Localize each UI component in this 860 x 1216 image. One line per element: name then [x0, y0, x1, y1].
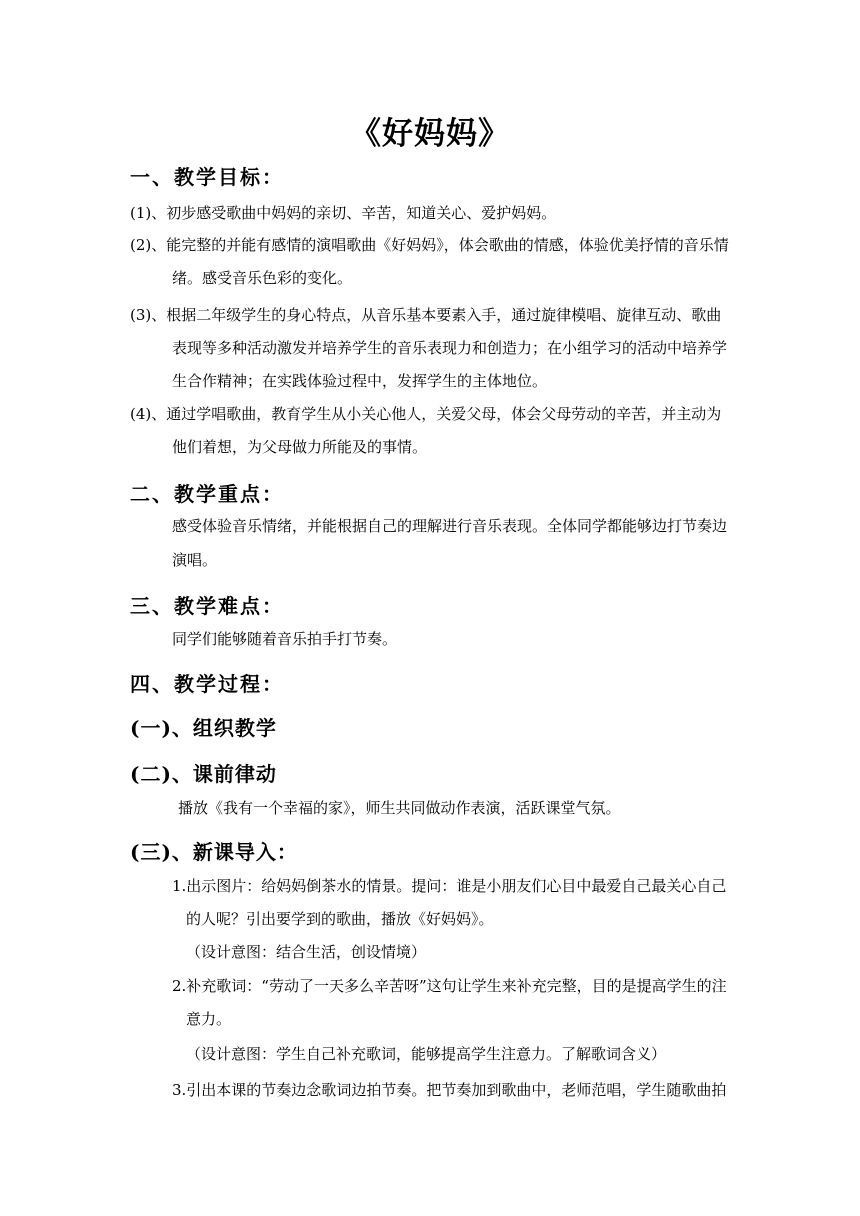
key-points-line-2: 演唱。 [172, 551, 218, 569]
section-heading-objectives: 一、教学目标： [130, 165, 284, 189]
objective-item-4: (4)、通过学唱歌曲，教育学生从小关心他人，关爱父母，体会父母劳动的辛苦，并主动为 [130, 405, 722, 423]
document-title: 《好妈妈》 [350, 116, 510, 152]
step-2-cont: 意力。 [186, 1010, 232, 1028]
subsection-organize: (一)、组织教学 [130, 716, 277, 740]
objective-item-3-cont-1: 表现等多种活动激发并培养学生的音乐表现力和创造力；在小组学习的活动中培养学 [172, 339, 728, 357]
section-heading-difficulties: 三、教学难点： [130, 594, 284, 618]
step-1-cont: 的人呢？引出要学到的歌曲，播放《好妈妈》。 [186, 910, 494, 928]
step-3: 3.引出本课的节奏边念歌词边拍节奏。把节奏加到歌曲中，老师范唱，学生随歌曲拍 [172, 1081, 727, 1099]
key-points-line-1: 感受体验音乐情绪，并能根据自己的理解进行音乐表现。全体同学都能够边打节奏边 [172, 517, 728, 535]
step-2: 2.补充歌词：“劳动了一天多么辛苦呀”这句让学生来补充完整，目的是提高学生的注 [172, 977, 727, 995]
objective-item-3-cont-2: 生合作精神；在实践体验过程中，发挥学生的主体地位。 [172, 372, 548, 390]
objective-item-4-cont: 他们着想，为父母做力所能及的事情。 [172, 438, 428, 456]
step-1: 1.出示图片：给妈妈倒茶水的情景。提问：谁是小朋友们心目中最爱自己最关心自己 [172, 877, 727, 895]
subsection-introduction: (三)、新课导入： [130, 840, 298, 864]
step-1-note: （设计意图：结合生活，创设情境） [186, 943, 427, 961]
warmup-text: 播放《我有一个幸福的家》，师生共同做动作表演，活跃课堂气氛。 [178, 799, 621, 817]
objective-item-3: (3)、根据二年级学生的身心特点，从音乐基本要素入手，通过旋律模唱、旋律互动、歌曲 [130, 306, 722, 324]
objective-item-2-cont: 绪。感受音乐色彩的变化。 [172, 269, 353, 287]
section-heading-key-points: 二、教学重点： [130, 482, 284, 506]
objective-item-2: (2)、能完整的并能有感情的演唱歌曲《好妈妈》，体会歌曲的情感，体验优美抒情的音乐情 [130, 236, 729, 254]
step-2-note: （设计意图：学生自己补充歌词，能够提高学生注意力。了解歌词含义） [186, 1045, 667, 1063]
section-heading-process: 四、教学过程： [130, 672, 284, 696]
difficulties-line-1: 同学们能够随着音乐拍手打节奏。 [172, 630, 398, 648]
subsection-warmup: (二)、课前律动 [130, 762, 277, 786]
objective-item-1: (1)、初步感受歌曲中妈妈的亲切、辛苦，知道关心、爱护妈妈。 [130, 204, 557, 222]
